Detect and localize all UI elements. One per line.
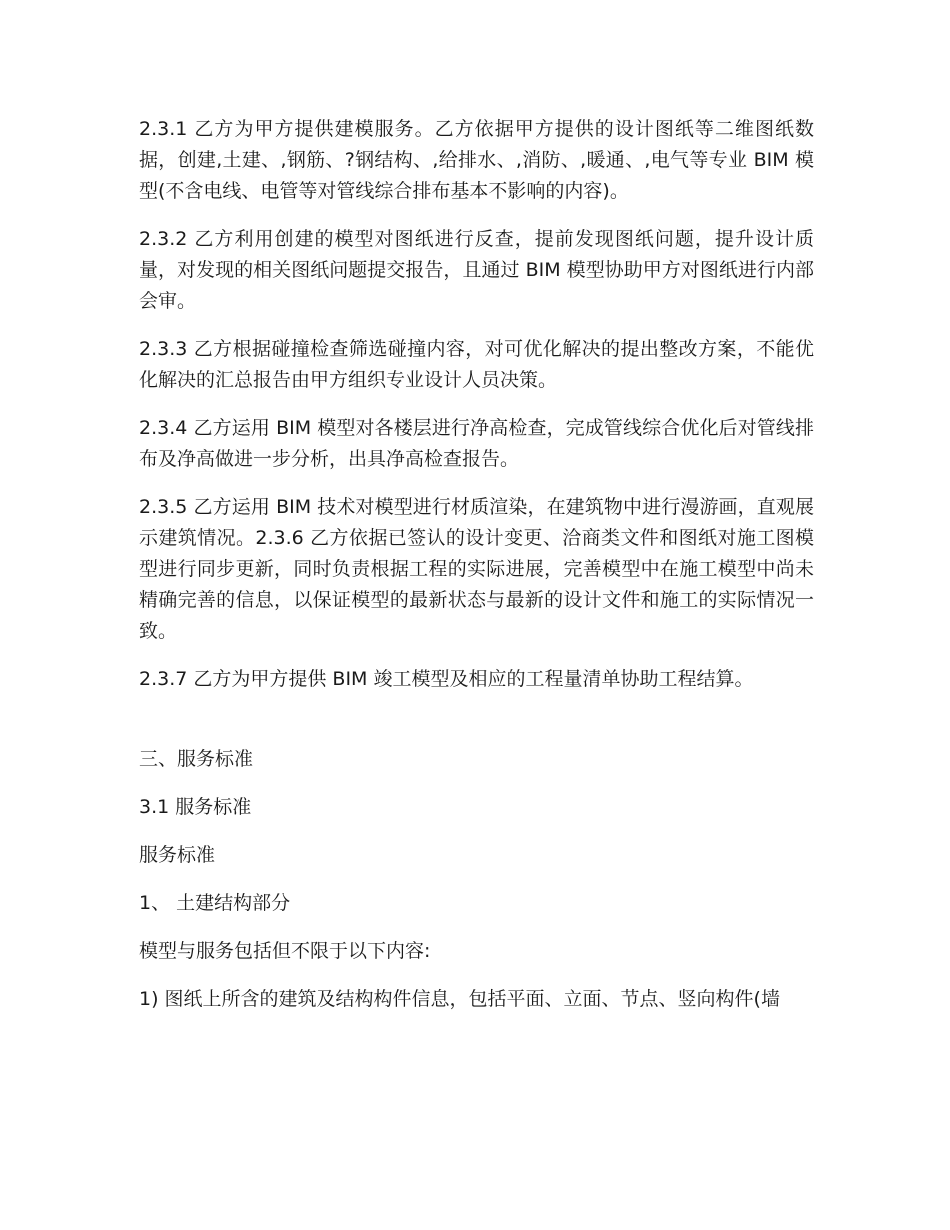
item-heading: 1、 土建结构部分 (139, 892, 291, 914)
subsection-heading: 3.1 服务标准 (139, 796, 252, 818)
section-heading: 三、服务标准 (139, 748, 254, 770)
document-body (139, 114, 814, 1032)
clause-2-3-1: 2.3.1 乙方为甲方提供建模服务。乙方依据甲方提供的设计图纸等二维图纸数据，创建,土建、,钢筋、?钢结构、,给排水、,消防、,暖通、,电气等专业 BIM 模型(不含电线、电管等对管线综合排布基本不影响的内容)。 (139, 118, 814, 202)
clause-2-3-5-and-2-3-6: 2.3.5 乙方运用 BIM 技术对模型进行材质渲染，在建筑物中进行漫游画，直观展示建筑情况。2.3.6 乙方依据已签认的设计变更、洽商类文件和图纸对施工图模型进行同步更新，同时负责根据工程的实际进展，完善模型中在施工模型中尚未精确完善的信息，以保证模型的最新状态与最新的设计文件和施工的实际情况一致。 (139, 496, 814, 642)
clause-2-3-7: 2.3.7 乙方为甲方提供 BIM 竣工模型及相应的工程量清单协助工程结算。 (139, 668, 754, 690)
clause-2-3-3: 2.3.3 乙方根据碰撞检查筛选碰撞内容，对可优化解决的提出整改方案，不能优化解决的汇总报告由甲方组织专业设计人员决策。 (139, 338, 814, 391)
model-intro: 模型与服务包括但不限于以下内容: (139, 940, 431, 962)
clause-2-3-2: 2.3.2 乙方利用创建的模型对图纸进行反查，提前发现图纸问题，提升设计质量，对发现的相关图纸问题提交报告，且通过 BIM 模型协助甲方对图纸进行内部会审。 (139, 228, 814, 312)
service-standard-label: 服务标准 (139, 844, 216, 866)
list-item-1: 1) 图纸上所含的建筑及结构构件信息，包括平面、立面、节点、竖向构件(墙 (139, 988, 780, 1010)
clause-2-3-4: 2.3.4 乙方运用 BIM 模型对各楼层进行净高检查，完成管线综合优化后对管线排布及净高做进一步分析，出具净高检查报告。 (139, 417, 814, 470)
